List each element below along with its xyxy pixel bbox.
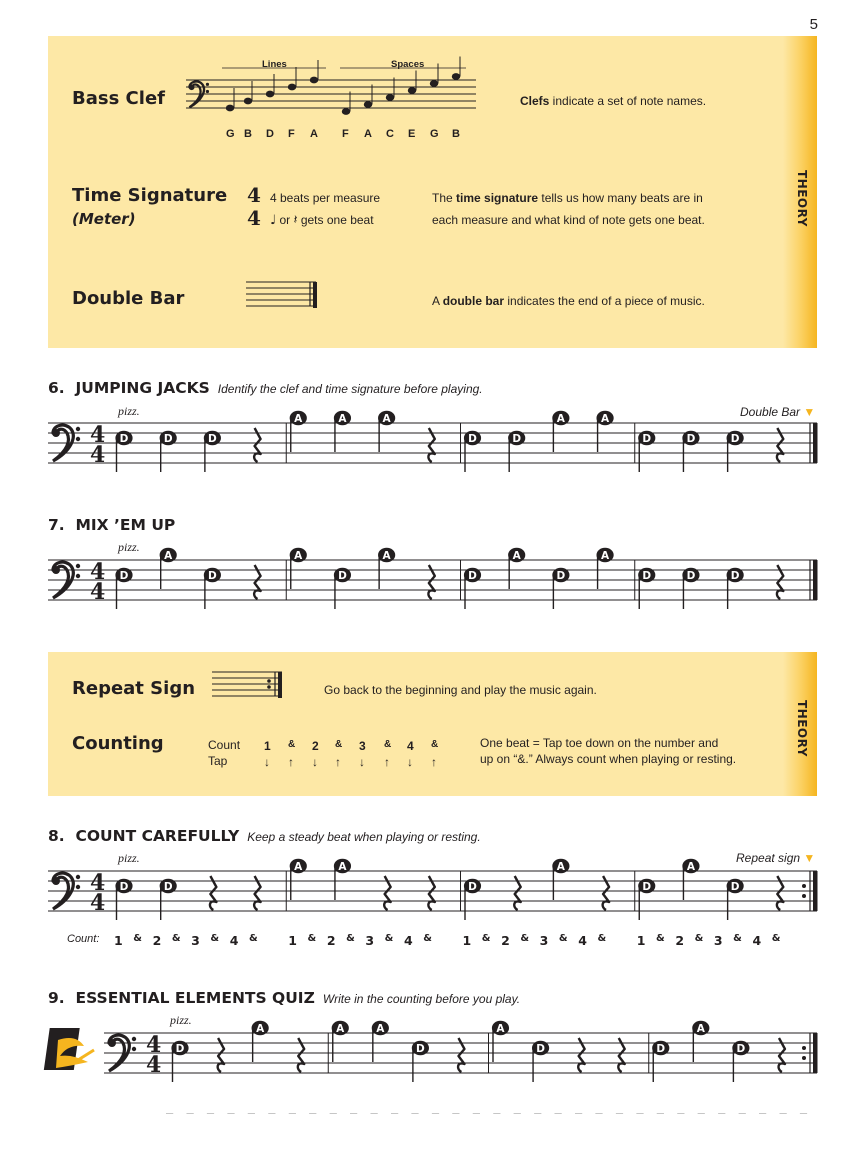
note-A [332,1021,349,1062]
count-value: 2 [312,739,319,753]
note-A [492,1021,509,1062]
theory-tab-label: THEORY [795,700,809,757]
count-syllable: 1 [462,933,472,948]
note-D [532,1041,549,1082]
note-A [334,859,351,900]
repeat-dot [802,1056,806,1060]
note-letter: D [119,432,129,445]
note-letter: A [338,860,347,873]
space-note-name: G [430,128,439,140]
quarter-note-icon: ♩ [270,213,277,228]
count-syllable: & [481,933,491,944]
note-D [412,1041,429,1082]
count-value: 4 [407,739,414,753]
count-syllable: & [248,933,258,944]
exercise-9-heading: 9. ESSENTIAL ELEMENTS QUIZ Write in the counting before you play. [48,989,521,1007]
note-D [204,568,221,609]
note-A [552,859,569,900]
note-letter: D [730,880,740,893]
double-bar-term: Double Bar [72,288,185,309]
count-syllable: 3 [191,933,200,948]
quarter-rest-icon: 𝄽 [293,213,298,228]
note-A [290,411,307,452]
note-letter: A [382,412,391,425]
repeat-sign-callout: Repeat sign ▼ [736,851,816,865]
clef-note [364,101,372,108]
note-A [290,548,307,589]
count-syllable: & [210,933,220,944]
time-signature-bottom: 4 [90,890,106,916]
tap-down-arrow-icon: ↓ [264,755,270,769]
clef-note [408,87,416,94]
note-D [727,431,744,472]
space-note-name: E [408,128,416,140]
note-letter: D [736,1042,746,1055]
note-letter: A [556,860,565,873]
note-D [508,431,525,472]
spaces-label: Spaces [391,59,425,70]
count-syllable: & [171,933,181,944]
count-syllable: & [423,933,432,944]
note-D [115,431,132,472]
note-D [552,568,569,609]
count-syllable: 3 [365,933,375,948]
count-syllable: & [384,933,394,944]
time-signature-bottom: 4 [90,442,106,468]
count-syllable: 2 [675,933,685,948]
note-letter: A [294,412,303,425]
tap-up-arrow-icon: ↑ [384,755,390,769]
note-D [160,879,177,920]
note-letter: A [256,1022,265,1035]
line-note-name: F [288,128,295,140]
pizz-marking: pizz. [118,851,140,865]
note-D [171,1041,188,1082]
note-letter: D [642,432,652,445]
time-signature-top: 4 [90,559,106,585]
final-thick-bar [813,423,818,463]
count-syllable: & [733,933,742,944]
note-A [290,859,307,900]
count-syllable: 3 [539,933,549,948]
note-letter: A [164,549,173,562]
note-letter: D [208,569,217,582]
count-value: & [384,739,392,750]
note-A [372,1021,389,1062]
clef-note [226,105,234,112]
note-letter: A [336,1022,345,1035]
note-letter: D [686,432,696,445]
repeat-sign-symbol [212,670,292,704]
clef-note [288,84,296,91]
count-syllable: 2 [501,933,510,948]
count-syllable: & [694,933,704,944]
space-note-name: F [342,128,349,140]
note-letter: D [119,569,129,582]
theory-box-repeat-counting [48,652,817,796]
double-bar-callout: Double Bar ▼ [740,405,816,419]
count-syllable: & [307,933,317,944]
page-number: 5 [809,16,818,33]
note-D [682,431,699,472]
count-value: & [431,739,439,750]
time-signature-top: 4 [90,422,106,448]
note-letter: D [468,432,477,445]
tap-down-arrow-icon: ↓ [407,755,413,769]
count-syllable: & [133,933,143,944]
time-sig-bottom-number: 4 [247,206,261,230]
theory-tab [783,36,817,348]
count-syllable: & [656,933,665,944]
note-letter: D [468,880,477,893]
note-D [727,879,744,920]
note-D [638,879,655,920]
time-signature-bottom: 4 [146,1052,162,1078]
note-A [508,548,525,589]
note-D [115,879,132,920]
clef-note [244,98,252,105]
note-D [464,431,481,472]
note-D [334,568,351,609]
time-signature-top: 4 [90,870,106,896]
note-letter: A [512,549,521,562]
count-syllable: 3 [713,933,723,948]
time-signature-description: The time signature tells us how many beats are in each measure and what kind of note gets one beat. [432,191,705,227]
count-syllable: & [558,933,568,944]
note-letter: D [468,569,477,582]
time-signature-top: 4 [146,1032,162,1058]
note-D [204,431,221,472]
note-letter: D [163,432,173,445]
space-note-name: C [386,128,394,140]
line-note-name: A [310,128,318,140]
count-value: 3 [359,739,366,753]
time-signature-term: Time Signature [72,185,228,206]
pizz-marking: pizz. [118,404,140,418]
count-value: & [288,739,296,750]
note-letter: D [642,569,652,582]
note-letter: D [416,1042,425,1055]
note-A [682,859,699,900]
note-letter: D [730,432,740,445]
count-syllable: 1 [636,933,646,948]
clef-note [266,91,274,98]
theory-tab [783,652,817,796]
note-A [692,1021,709,1062]
note-letter: D [208,432,217,445]
tap-up-arrow-icon: ↑ [431,755,437,769]
repeat-sign-description: Go back to the beginning and play the music again. [324,683,597,697]
count-value: & [335,739,343,750]
count-syllable: & [520,933,530,944]
space-note-name: A [364,128,372,140]
note-letter: A [686,860,696,873]
note-D [638,568,655,609]
note-D [652,1041,669,1082]
double-bar-description: A double bar indicates the end of a piece of music. [432,294,705,308]
note-letter: D [730,569,740,582]
note-D [732,1041,749,1082]
bass-clef-term: Bass Clef [72,88,165,109]
pizz-marking: pizz. [118,540,140,554]
note-letter: D [656,1042,666,1055]
space-note-name: B [452,128,460,140]
count-value: 1 [264,739,271,753]
exercise-8-heading: 8. COUNT CAREFULLY Keep a steady beat when playing or resting. [48,827,481,845]
count-row-label: Count [208,738,241,752]
count-syllable: 1 [114,933,123,948]
note-D [115,568,132,609]
repeat-sign-term: Repeat Sign [72,678,196,699]
line-note-name: G [226,128,235,140]
time-sig-top-number: 4 [247,183,261,207]
exercise-7-heading: 7. MIX ’EM UP [48,516,176,534]
note-A [378,411,395,452]
double-bar-symbol [246,280,326,314]
line-note-name: B [244,128,252,140]
meter-subterm: (Meter) [72,210,136,228]
count-label: Count: [67,933,100,945]
note-letter: A [382,549,391,562]
pizz-marking: pizz. [170,1013,192,1027]
clef-note [386,94,394,101]
counting-term: Counting [72,733,164,754]
note-letter: A [696,1022,705,1035]
note-letter: D [642,880,652,893]
count-syllable: 1 [288,933,297,948]
lines-label: Lines [262,59,287,70]
note-D [464,879,481,920]
note-letter: D [175,1042,185,1055]
final-thick-bar [813,560,818,600]
note-A [596,548,613,589]
tap-row-label: Tap [208,754,228,768]
time-signature-bottom: 4 [90,579,106,605]
line-note-name: D [266,128,274,140]
note-letter: D [338,569,347,582]
final-thick-bar [813,871,818,911]
count-syllable: & [346,933,355,944]
note-letter: D [512,432,522,445]
count-syllable: & [771,933,781,944]
final-thick-bar [813,1033,818,1073]
note-letter: A [294,549,303,562]
count-syllable: 2 [152,933,162,948]
note-letter: A [338,412,347,425]
note-D [638,431,655,472]
note-A [378,548,395,589]
note-D [682,568,699,609]
note-letter: D [163,880,173,893]
note-A [160,548,177,589]
count-syllable: 4 [578,933,587,948]
tap-up-arrow-icon: ↑ [335,755,341,769]
note-letter: A [556,412,565,425]
note-letter: D [686,569,696,582]
repeat-dot [802,1046,806,1050]
essential-elements-logo-icon [48,1026,98,1076]
note-D [160,431,177,472]
note-letter: A [294,860,303,873]
count-syllable: 4 [229,933,239,948]
tap-down-arrow-icon: ↓ [359,755,365,769]
counting-description: One beat = Tap toe down on the number and up on “&.” Always count when playing or resting. [480,736,737,766]
beats-per-measure-text: 4 beats per measure [270,191,381,205]
exercise-6-heading: 6. JUMPING JACKS Identify the clef and time signature before playing. [48,379,483,397]
count-syllable: & [597,933,607,944]
clef-note [430,80,438,87]
clef-description: Clefs indicate a set of note names. [520,94,707,108]
note-letter: A [376,1022,385,1035]
note-A [334,411,351,452]
tap-down-arrow-icon: ↓ [312,755,318,769]
note-A [252,1021,269,1062]
clef-note [342,108,350,115]
quiz-counting-blanks: _ _ _ _ _ _ _ _ _ _ _ _ _ _ _ _ _ _ _ _ _ _ _ _ _ _ _ _ _ _ _ _ [166,1100,811,1114]
note-A [552,411,569,452]
note-letter: D [119,880,129,893]
note-letter: D [536,1042,545,1055]
repeat-dot [802,894,806,898]
note-D [464,568,481,609]
gets-one-beat-text: ♩ or 𝄽 gets one beat [270,213,374,228]
note-letter: A [601,549,610,562]
theory-tab-label: THEORY [795,170,809,227]
note-letter: D [556,569,566,582]
count-syllable: 2 [326,933,336,948]
tap-up-arrow-icon: ↑ [288,755,294,769]
note-D [727,568,744,609]
repeat-dot [802,884,806,888]
note-letter: A [496,1022,505,1035]
count-syllable: 4 [752,933,762,948]
count-syllable: 4 [403,933,413,948]
note-A [596,411,613,452]
note-letter: A [601,412,610,425]
